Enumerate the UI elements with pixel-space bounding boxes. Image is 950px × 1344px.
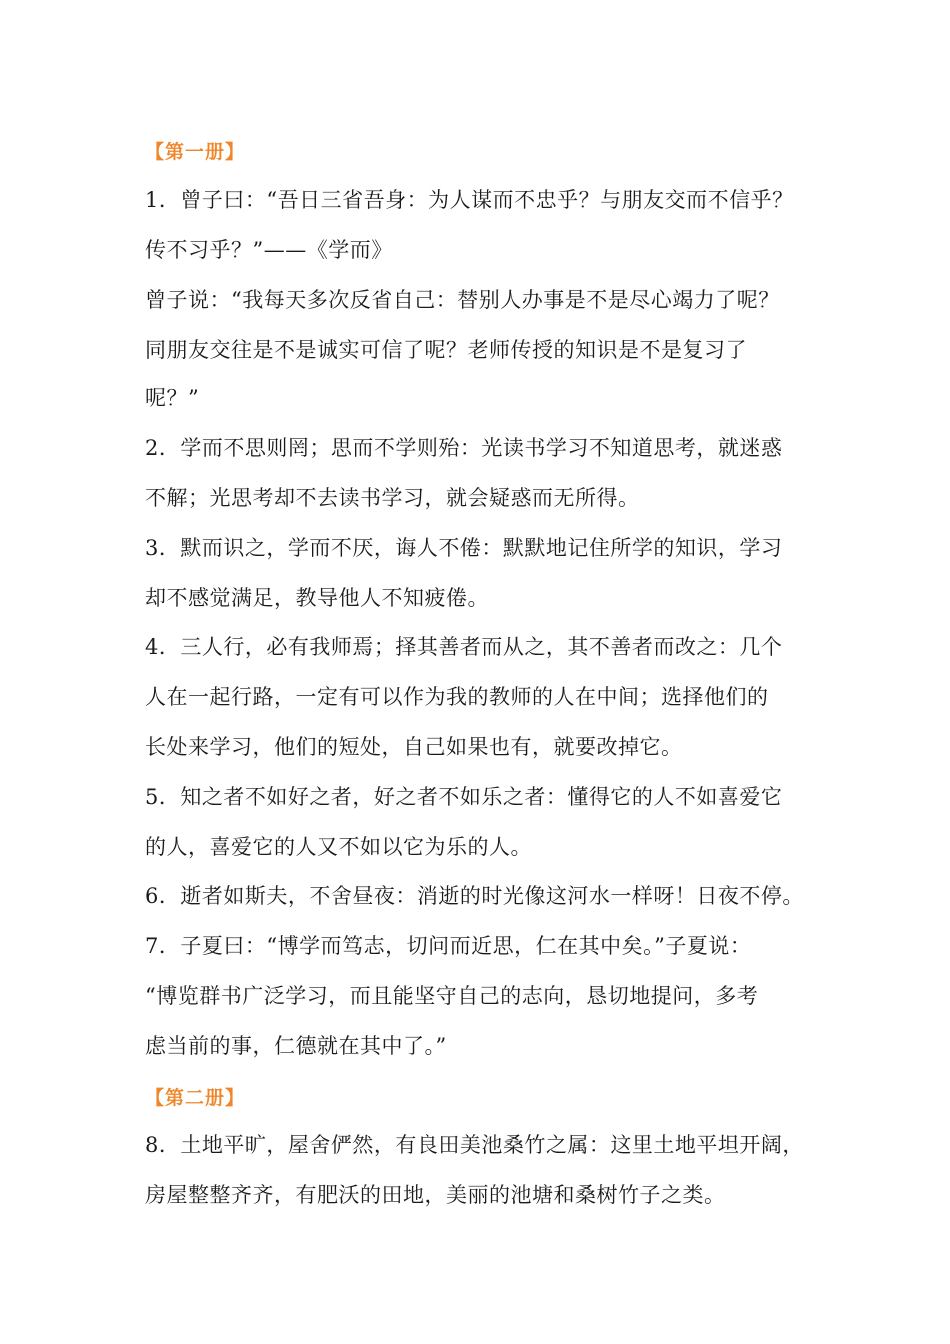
text-line: 曾子说：“我每天多次反省自己：替别人办事是不是尽心竭力了呢？ [145, 288, 780, 312]
text-line: 房屋整整齐齐，有肥沃的田地，美丽的池塘和桑树竹子之类。 [145, 1183, 726, 1207]
text-line: 不解；光思考却不去读书学习，就会疑惑而无所得。 [145, 486, 640, 510]
text-line: 呢？” [145, 386, 200, 410]
text-line: 3．默而识之，学而不厌，诲人不倦：默默地记住所学的知识，学习 [145, 536, 783, 560]
text-line: 却不感觉满足，教导他人不知疲倦。 [145, 586, 489, 610]
text-line: 同朋友交往是不是诚实可信了呢？老师传授的知识是不是复习了 [145, 338, 747, 362]
section-heading-book-1: 【第一册】 [145, 141, 246, 163]
text-line: 1．曾子曰：“吾日三省吾身：为人谋而不忠乎？与朋友交而不信乎？ [145, 188, 794, 212]
text-line: 的人，喜爱它的人又不如以它为乐的人。 [145, 835, 532, 859]
text-line: 长处来学习，他们的短处，自己如果也有，就要改掉它。 [145, 735, 683, 759]
text-line: 2．学而不思则罔；思而不学则殆：光读书学习不知道思考，就迷惑 [145, 436, 783, 460]
text-line: 虑当前的事，仁德就在其中了。” [145, 1034, 447, 1058]
text-line: 7．子夏曰：“博学而笃志，切问而近思，仁在其中矣。”子夏说： [145, 934, 752, 958]
text-line: 8．土地平旷，屋舍俨然，有良田美池桑竹之属：这里土地平坦开阔， [145, 1133, 804, 1157]
text-line: 5．知之者不如好之者，好之者不如乐之者：懂得它的人不如喜爱它 [145, 785, 783, 809]
section-heading-book-2: 【第二册】 [145, 1087, 246, 1109]
text-line: 传不习乎？”——《学而》 [145, 238, 393, 262]
text-line: “博览群书广泛学习，而且能坚守自己的志向，恳切地提问，多考 [145, 984, 759, 1008]
text-line: 人在一起行路，一定有可以作为我的教师的人在中间；选择他们的 [145, 685, 769, 709]
text-line: 6．逝者如斯夫，不舍昼夜：消逝的时光像这河水一样呀！日夜不停。 [145, 884, 804, 908]
text-line: 4．三人行，必有我师焉；择其善者而从之，其不善者而改之：几个 [145, 635, 783, 659]
